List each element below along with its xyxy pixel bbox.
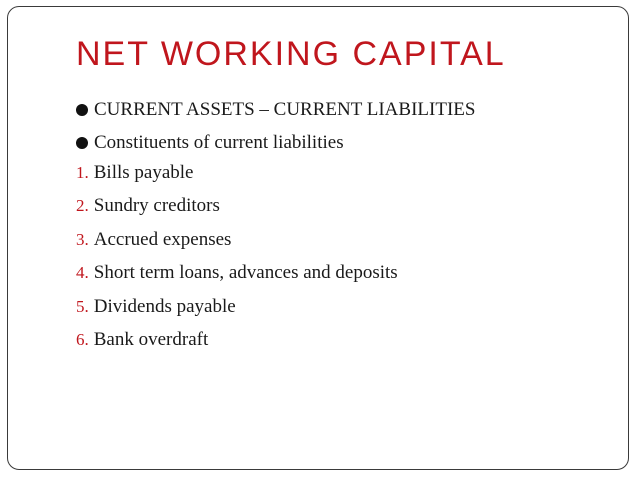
bullet-icon <box>76 137 88 149</box>
item-text: Accrued expenses <box>93 228 232 250</box>
item-number: 2. <box>76 196 89 216</box>
item-number: 6. <box>76 330 89 350</box>
slide-title: NET WORKING CAPITAL <box>76 35 506 73</box>
numbered-item <box>76 223 398 257</box>
numbered-item <box>76 257 398 291</box>
numbered-item <box>76 290 398 324</box>
bullet-text: Constituents of current liabilities <box>94 131 344 153</box>
item-text: Short term loans, advances and deposits <box>93 262 398 284</box>
item-text: Bank overdraft <box>93 329 209 351</box>
slide-frame <box>7 6 629 470</box>
item-text: Bills payable <box>93 161 194 183</box>
numbered-item <box>76 324 398 358</box>
numbered-item <box>76 156 398 190</box>
item-text: Dividends payable <box>93 295 236 317</box>
bullet-text: CURRENT ASSETS – CURRENT LIABILITIES <box>94 98 476 120</box>
bullet-icon <box>76 104 88 116</box>
numbered-item <box>76 190 398 224</box>
item-number: 3. <box>76 229 89 249</box>
bullet-item <box>76 93 475 126</box>
bullet-item <box>76 126 475 159</box>
item-number: 5. <box>76 296 89 316</box>
item-number: 4. <box>76 263 89 283</box>
numbered-list <box>76 156 398 357</box>
item-number: 1. <box>76 162 89 182</box>
bullet-list <box>76 93 475 159</box>
item-text: Sundry creditors <box>93 195 220 217</box>
